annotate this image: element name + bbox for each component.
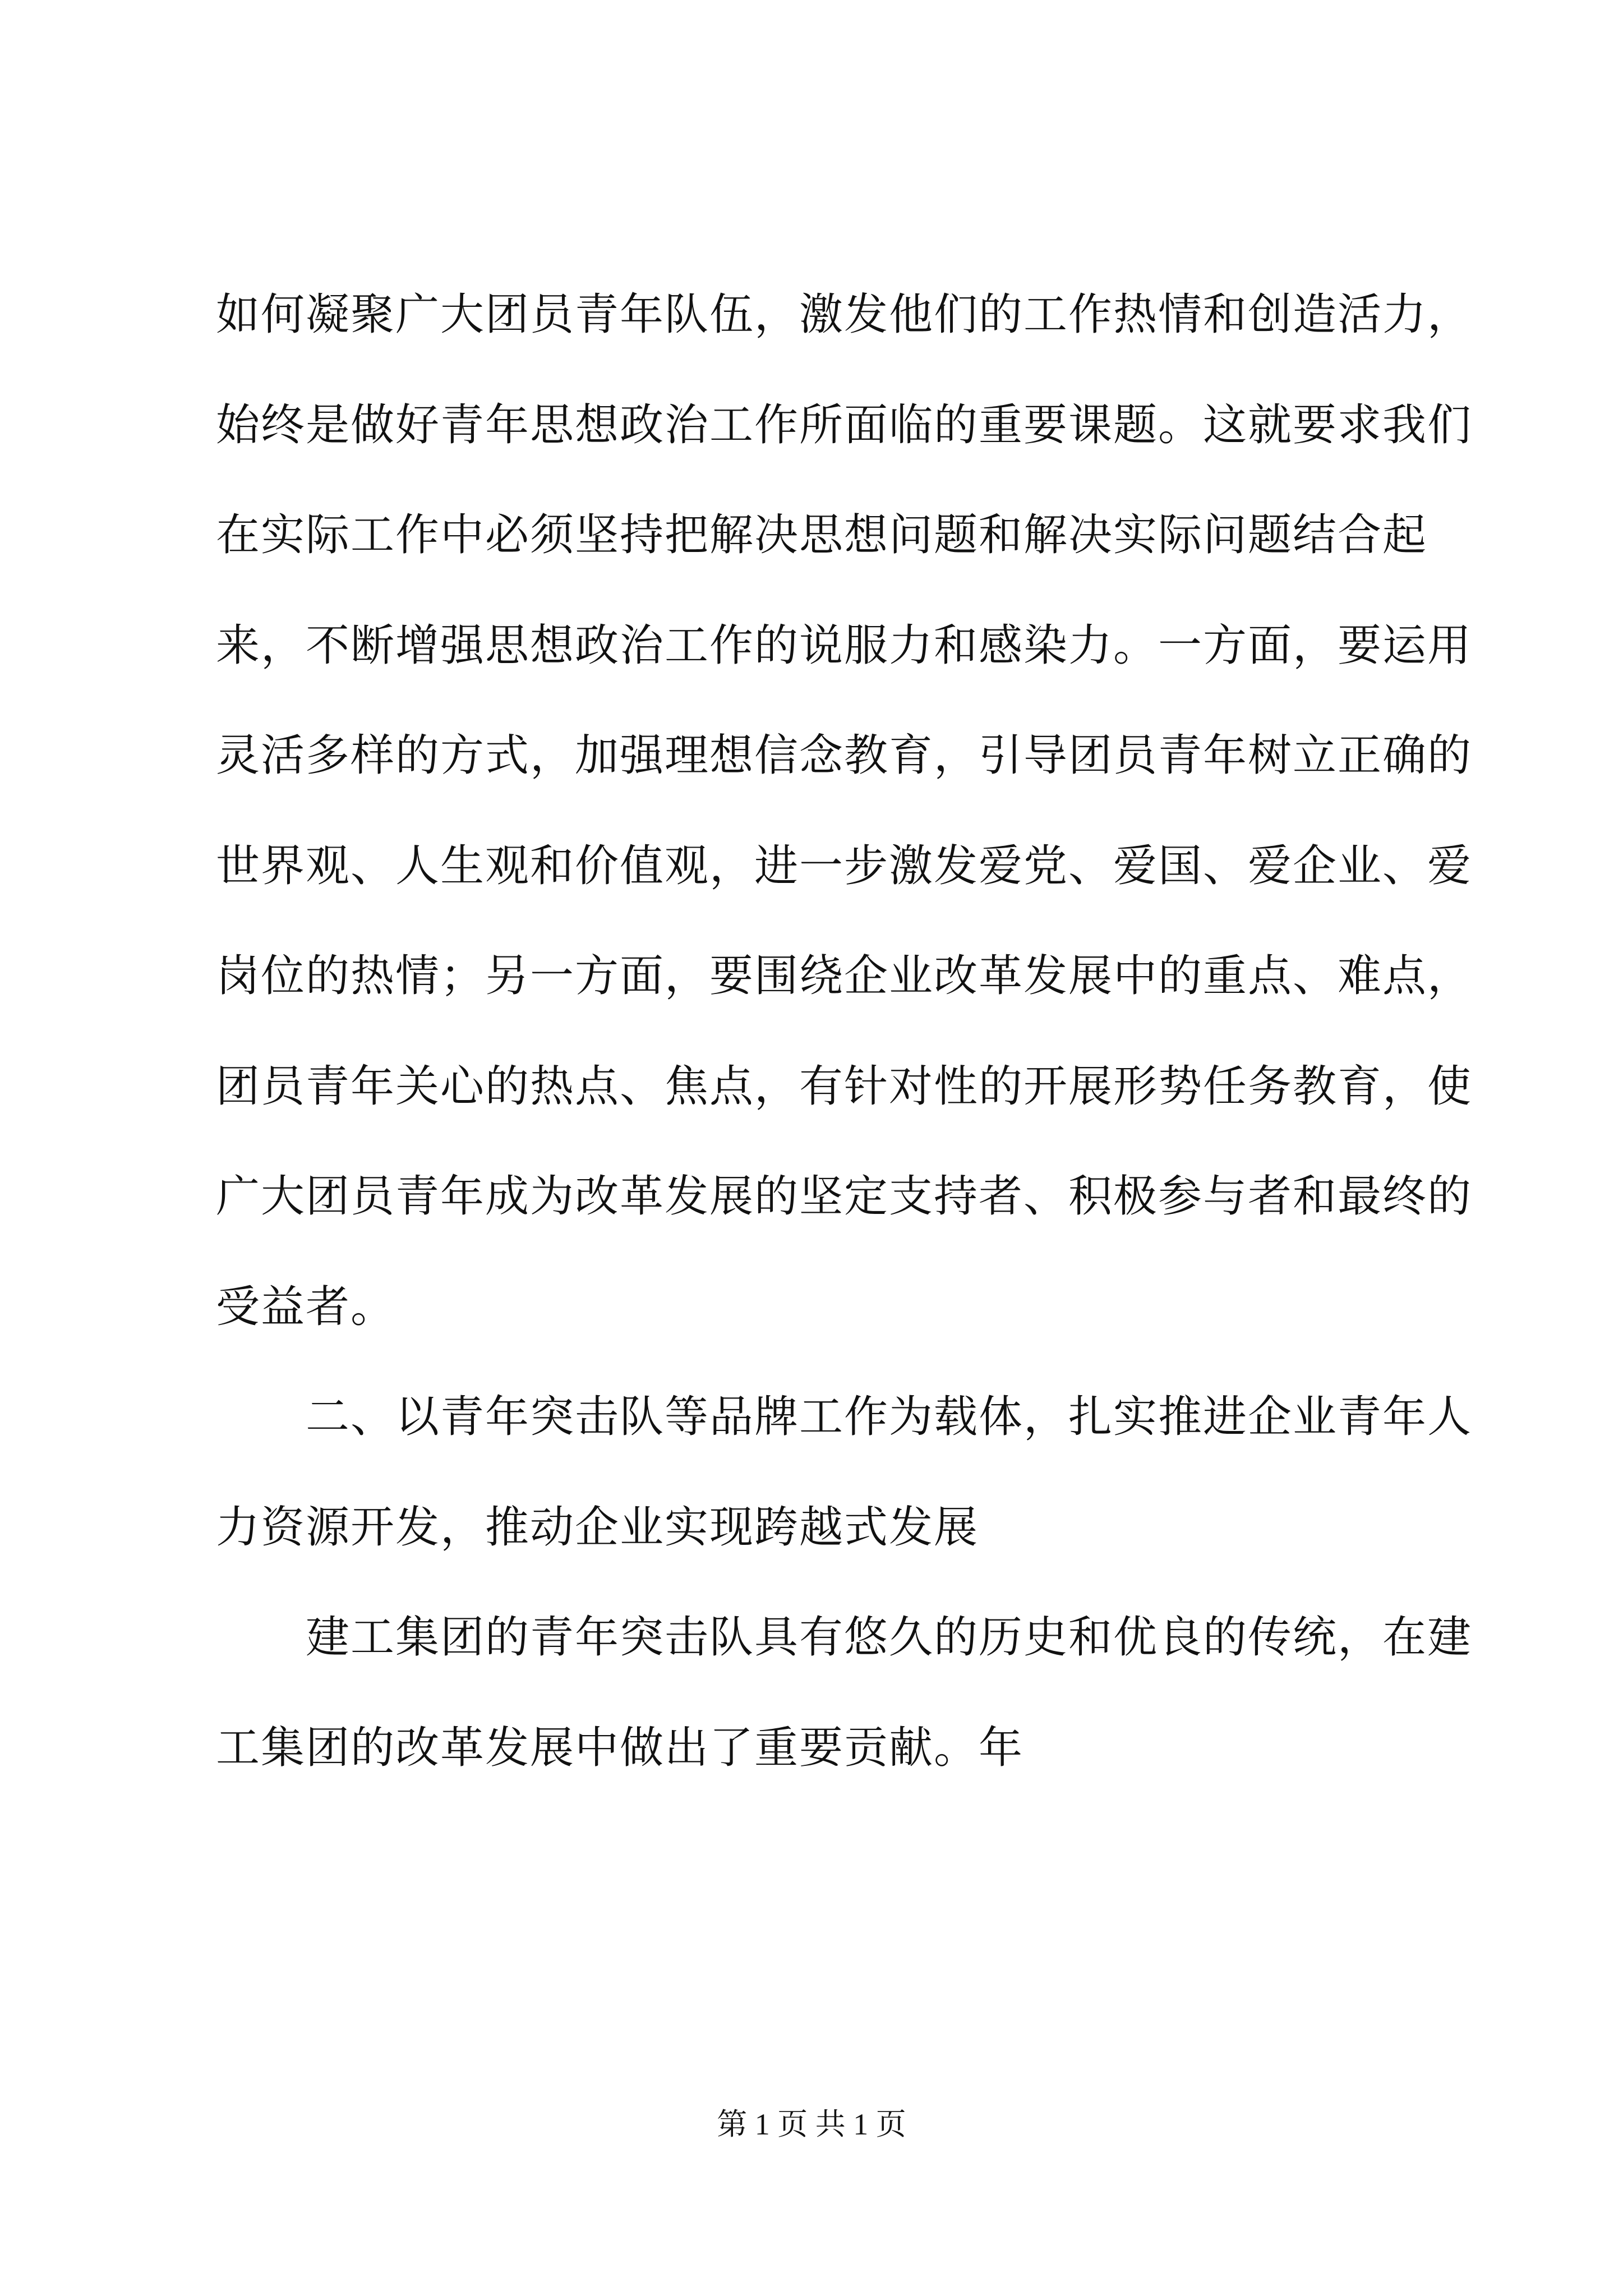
text-line: 建工集团的青年突击队具有悠久的历史和优良的传统，在建: [216, 1612, 1473, 1663]
text-line: 受益者。: [216, 1281, 396, 1332]
text-line: 工集团的改革发展中做出了重要贡献。年: [216, 1722, 1024, 1773]
text-line: 始终是做好青年思想政治工作所面临的重要课题。这就要求我们: [216, 399, 1473, 450]
page-footer: 第 1 页 共 1 页: [717, 2108, 906, 2141]
text-line: 在实际工作中必须坚持把解决思想问题和解决实际问题结合起: [216, 510, 1428, 560]
document-body: [216, 260, 1473, 1803]
text-line: 世界观、人生观和价值观，进一步激发爱党、爱国、爱企业、爱: [216, 840, 1473, 891]
text-line: 灵活多样的方式，加强理想信念教育，引导团员青年树立正确的: [216, 730, 1473, 781]
text-line: 广大团员青年成为改革发展的坚定支持者、积极参与者和最终的: [216, 1171, 1473, 1222]
section-heading-line: 二、以青年突击队等品牌工作为载体，扎实推进企业青年人: [216, 1392, 1473, 1442]
text-line: 如何凝聚广大团员青年队伍，激发他们的工作热情和创造活力，: [216, 289, 1473, 340]
text-line: 岗位的热情；另一方面，要围绕企业改革发展中的重点、难点，: [216, 951, 1473, 1001]
text-line: 来，不断增强思想政治工作的说服力和感染力。一方面，要运用: [216, 620, 1473, 671]
text-line: 团员青年关心的热点、焦点，有针对性的开展形势任务教育，使: [216, 1061, 1473, 1112]
section-heading-line: 力资源开发，推动企业实现跨越式发展: [216, 1502, 979, 1553]
